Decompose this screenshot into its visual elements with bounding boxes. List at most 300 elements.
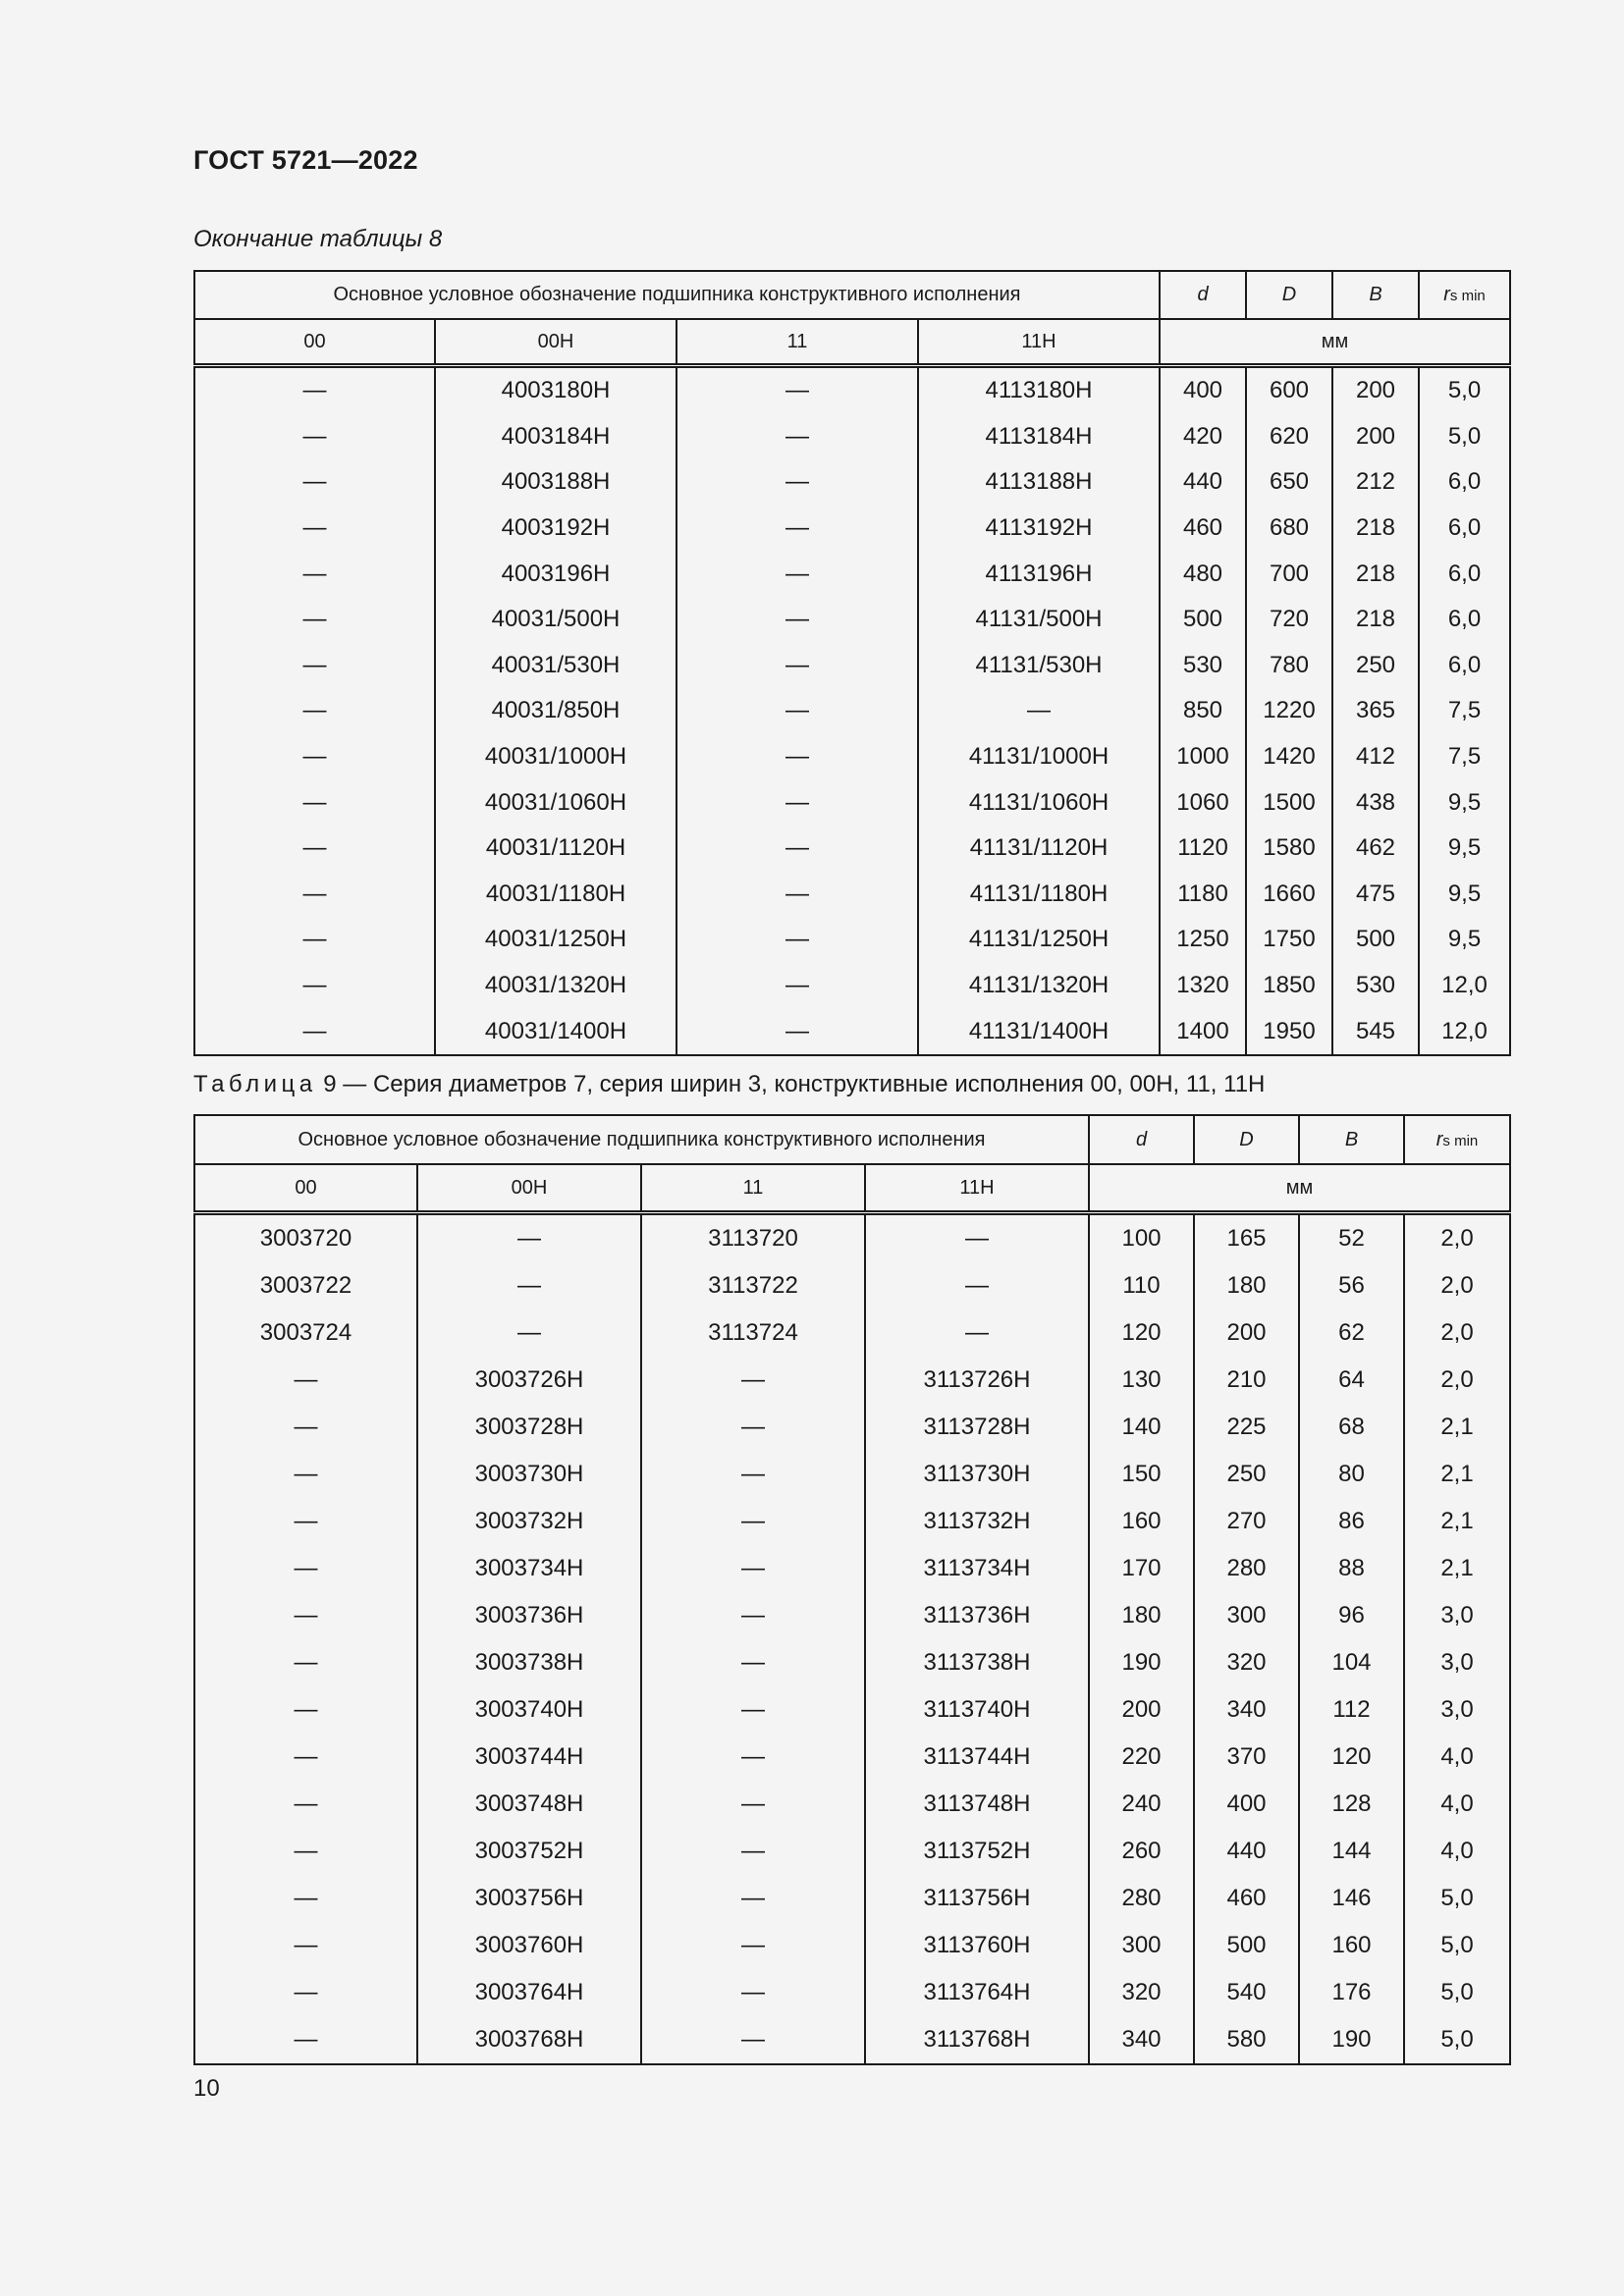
table-cell: 3003726Н [417,1357,641,1404]
table-cell: — [641,1639,865,1686]
table-cell: — [918,688,1160,734]
table-cell: — [194,1875,417,1922]
table-cell: 3003752Н [417,1828,641,1875]
table-cell: — [194,1969,417,2016]
table-cell: 6,0 [1419,459,1510,506]
table-cell: 9,5 [1419,872,1510,918]
table-cell: 5,0 [1419,366,1510,414]
table-row [194,1213,1510,1263]
table-cell: 7,5 [1419,734,1510,780]
table-cell: 110 [1089,1262,1194,1309]
table-cell: 3003744Н [417,1734,641,1781]
table-cell: 300 [1089,1922,1194,1969]
table-cell: 340 [1194,1686,1299,1734]
table-cell: 620 [1246,414,1332,460]
table-cell: — [677,734,918,780]
table-cell: 3003732Н [417,1498,641,1545]
table-cell: 190 [1299,2016,1404,2064]
table-cell: 460 [1194,1875,1299,1922]
table-cell: 40031/1060Н [435,779,677,826]
table-cell: — [677,779,918,826]
table-cell: 88 [1299,1545,1404,1592]
table-cell: 5,0 [1419,414,1510,460]
table-cell: 140 [1089,1404,1194,1451]
table-cell: 3003736Н [417,1592,641,1639]
table-cell: 4,0 [1404,1781,1510,1828]
col-r-header [1404,1115,1510,1164]
table-cell: 850 [1160,688,1246,734]
variant-header-11n: 11Н [918,319,1160,366]
col-B-header: B [1332,271,1419,319]
table-cell: — [194,872,435,918]
table-8 [193,270,1511,1056]
table-cell: 3113744Н [865,1734,1089,1781]
table-cell: 3003748Н [417,1781,641,1828]
table-row [194,826,1510,872]
table-cell: 460 [1160,506,1246,552]
table-cell: 52 [1299,1213,1404,1263]
table9-body [194,1213,1510,2065]
variant-header-11: 11 [677,319,918,366]
table-cell: 112 [1299,1686,1404,1734]
table-cell: 2,0 [1404,1309,1510,1357]
table-cell: — [677,366,918,414]
variant-header-00n: 00Н [435,319,677,366]
table-cell: 41131/500Н [918,597,1160,643]
table-cell: 41131/1180Н [918,872,1160,918]
table-cell: 3113724 [641,1309,865,1357]
table-cell: 440 [1160,459,1246,506]
r-subscript: s min [1449,288,1486,304]
table-cell: — [194,366,435,414]
table-cell: — [865,1213,1089,1263]
table-cell: — [641,1969,865,2016]
table-row [194,643,1510,689]
table-cell: 40031/1250Н [435,917,677,963]
table-cell: — [641,1592,865,1639]
table-cell: 62 [1299,1309,1404,1357]
table-cell: — [194,1498,417,1545]
table-cell: 180 [1194,1262,1299,1309]
table8-body [194,366,1510,1055]
table-cell: 3003734Н [417,1545,641,1592]
table-cell: 4003188Н [435,459,677,506]
table-cell: — [641,1781,865,1828]
table-cell: 3,0 [1404,1592,1510,1639]
table-cell: 3003764Н [417,1969,641,2016]
table9-caption-word: Таблица [193,1071,317,1097]
table-row [194,1545,1510,1592]
table-cell: 200 [1194,1309,1299,1357]
table-cell: 40031/500Н [435,597,677,643]
document-header: ГОСТ 5721—2022 [193,145,418,175]
table-cell: 650 [1246,459,1332,506]
table-cell: 9,5 [1419,826,1510,872]
table-cell: 480 [1160,551,1246,597]
table-cell: 4113196Н [918,551,1160,597]
table-cell: 420 [1160,414,1246,460]
table-cell: 2,0 [1404,1213,1510,1263]
table-cell: 545 [1332,1008,1419,1055]
table-cell: 150 [1089,1451,1194,1498]
col-d-header: d [1089,1115,1194,1164]
table-cell: 12,0 [1419,1008,1510,1055]
table-cell: 200 [1332,414,1419,460]
table-cell: 530 [1160,643,1246,689]
table-cell: 3113760Н [865,1922,1089,1969]
table-row [194,1734,1510,1781]
table-cell: — [641,2016,865,2064]
table-row [194,1969,1510,2016]
table-cell: 3003728Н [417,1404,641,1451]
table-cell: 462 [1332,826,1419,872]
table-cell: 4113188Н [918,459,1160,506]
table-cell: 80 [1299,1451,1404,1498]
table-cell: 3113734Н [865,1545,1089,1592]
table-row [194,1592,1510,1639]
table-cell: 9,5 [1419,917,1510,963]
table-cell: 3003724 [194,1309,417,1357]
table-cell: — [194,643,435,689]
table-cell: 3003738Н [417,1639,641,1686]
table-cell: 3113732Н [865,1498,1089,1545]
table-cell: — [677,826,918,872]
table-cell: 3003760Н [417,1922,641,1969]
table-cell: 100 [1089,1213,1194,1263]
table-cell: 4113180Н [918,366,1160,414]
table-cell: 500 [1194,1922,1299,1969]
table-row [194,2016,1510,2064]
table-cell: 200 [1332,366,1419,414]
table-cell: 530 [1332,963,1419,1009]
table-cell: 3003740Н [417,1686,641,1734]
table-cell: — [677,688,918,734]
table-cell: — [194,1008,435,1055]
table-cell: 280 [1194,1545,1299,1592]
table-cell: 320 [1089,1969,1194,2016]
table-cell: 40031/1180Н [435,872,677,918]
table-cell: 3113728Н [865,1404,1089,1451]
table-cell: 160 [1089,1498,1194,1545]
table-cell: 170 [1089,1545,1194,1592]
table-cell: 41131/1060Н [918,779,1160,826]
table-cell: 218 [1332,597,1419,643]
table-row [194,1309,1510,1357]
table-cell: 270 [1194,1498,1299,1545]
table-cell: 250 [1332,643,1419,689]
variant-header-11n: 11Н [865,1164,1089,1213]
table-row [194,1498,1510,1545]
table-cell: — [194,963,435,1009]
table-cell: — [194,826,435,872]
table-row [194,734,1510,780]
table-cell: — [194,1404,417,1451]
table-cell: 3113730Н [865,1451,1089,1498]
table-cell: — [641,1828,865,1875]
table-cell: 370 [1194,1734,1299,1781]
table-cell: 3113722 [641,1262,865,1309]
table-cell: 4,0 [1404,1828,1510,1875]
table-cell: 165 [1194,1213,1299,1263]
table-row [194,1828,1510,1875]
table-cell: 2,0 [1404,1357,1510,1404]
table-cell: — [194,1828,417,1875]
table-cell: 5,0 [1404,1875,1510,1922]
table-cell: 4003184Н [435,414,677,460]
table-cell: 3113764Н [865,1969,1089,2016]
table-cell: 210 [1194,1357,1299,1404]
table-cell: 225 [1194,1404,1299,1451]
table-cell: 3113738Н [865,1639,1089,1686]
table-cell: — [641,1451,865,1498]
table-cell: — [677,597,918,643]
table-cell: 40031/1320Н [435,963,677,1009]
table-cell: 4003192Н [435,506,677,552]
table-cell: 500 [1160,597,1246,643]
variant-header-00n: 00Н [417,1164,641,1213]
table-cell: 440 [1194,1828,1299,1875]
table-cell: — [641,1357,865,1404]
table-cell: 2,1 [1404,1451,1510,1498]
table-cell: — [677,414,918,460]
table-cell: 220 [1089,1734,1194,1781]
table-cell: 365 [1332,688,1419,734]
table-row [194,917,1510,963]
table-cell: 190 [1089,1639,1194,1686]
table-cell: 96 [1299,1592,1404,1639]
table-cell: — [677,551,918,597]
table-row [194,1639,1510,1686]
table-cell: 41131/530Н [918,643,1160,689]
table-cell: 160 [1299,1922,1404,1969]
table-cell: 2,1 [1404,1404,1510,1451]
table-cell: 300 [1194,1592,1299,1639]
table-row [194,1008,1510,1055]
table-cell: — [194,917,435,963]
col-D-header: D [1246,271,1332,319]
table-cell: 5,0 [1404,1969,1510,2016]
units-header: мм [1160,319,1510,366]
table-cell: 600 [1246,366,1332,414]
table9-caption-text: 9 — Серия диаметров 7, серия ширин 3, конструктивные исполнения 00, 00Н, 11, 11Н [323,1071,1266,1097]
table-row [194,1404,1510,1451]
table-cell: 1400 [1160,1008,1246,1055]
table-cell: 1120 [1160,826,1246,872]
table-cell: 40031/1120Н [435,826,677,872]
table-cell: 475 [1332,872,1419,918]
table-cell: 200 [1089,1686,1194,1734]
table-cell: 280 [1089,1875,1194,1922]
variant-header-00: 00 [194,1164,417,1213]
table-cell: 4113192Н [918,506,1160,552]
table-row [194,1451,1510,1498]
table-cell: 41131/1400Н [918,1008,1160,1055]
table-row [194,779,1510,826]
table-row [194,1686,1510,1734]
table-cell: 1250 [1160,917,1246,963]
table-cell: 104 [1299,1639,1404,1686]
table-cell: — [194,2016,417,2064]
table-cell: 412 [1332,734,1419,780]
col-r-header [1419,271,1510,319]
table-cell: 6,0 [1419,506,1510,552]
table-cell: 438 [1332,779,1419,826]
designation-header: Основное условное обозначение подшипника конструктивного исполнения [194,1115,1089,1164]
table-cell: — [194,414,435,460]
table-cell: 68 [1299,1404,1404,1451]
table-cell: 1000 [1160,734,1246,780]
table-cell: 1220 [1246,688,1332,734]
table-cell: — [194,688,435,734]
table-cell: 3113748Н [865,1781,1089,1828]
table-row [194,1357,1510,1404]
table-cell: — [194,779,435,826]
table-cell: — [865,1262,1089,1309]
table-row [194,414,1510,460]
table-cell: 40031/1400Н [435,1008,677,1055]
table-cell: 212 [1332,459,1419,506]
col-B-header: B [1299,1115,1404,1164]
table-cell: — [194,1592,417,1639]
table-cell: — [417,1262,641,1309]
table-cell: 3113740Н [865,1686,1089,1734]
table-cell: 5,0 [1404,2016,1510,2064]
table-cell: 7,5 [1419,688,1510,734]
table-cell: — [865,1309,1089,1357]
table-cell: 40031/850Н [435,688,677,734]
units-header: мм [1089,1164,1510,1213]
table-cell: 340 [1089,2016,1194,2064]
table-row [194,551,1510,597]
table-cell: 250 [1194,1451,1299,1498]
col-d-header: d [1160,271,1246,319]
table-cell: 86 [1299,1498,1404,1545]
table-cell: 5,0 [1404,1922,1510,1969]
table-cell: — [677,872,918,918]
table-row [194,459,1510,506]
table-cell: 700 [1246,551,1332,597]
table-cell: — [417,1213,641,1263]
table-cell: 218 [1332,506,1419,552]
table-cell: — [417,1309,641,1357]
table-row [194,366,1510,414]
table-cell: — [194,459,435,506]
table-cell: 6,0 [1419,597,1510,643]
table-cell: — [194,1686,417,1734]
table-cell: 3003720 [194,1213,417,1263]
table-cell: — [677,459,918,506]
table-cell: 400 [1160,366,1246,414]
table-cell: 41131/1250Н [918,917,1160,963]
table-cell: — [641,1404,865,1451]
table-cell: 64 [1299,1357,1404,1404]
table-cell: — [641,1498,865,1545]
table-cell: — [677,1008,918,1055]
table-cell: 4003196Н [435,551,677,597]
table-cell: 4,0 [1404,1734,1510,1781]
table-cell: 1060 [1160,779,1246,826]
table-cell: 3003768Н [417,2016,641,2064]
table-cell: 120 [1299,1734,1404,1781]
table-cell: 1580 [1246,826,1332,872]
table-cell: 1950 [1246,1008,1332,1055]
table-cell: 3113756Н [865,1875,1089,1922]
table-row [194,872,1510,918]
table-cell: 3113720 [641,1213,865,1263]
table-cell: 1420 [1246,734,1332,780]
table-cell: 4113184Н [918,414,1160,460]
col-D-header: D [1194,1115,1299,1164]
table-cell: 2,1 [1404,1498,1510,1545]
table-cell: 56 [1299,1262,1404,1309]
table-cell: 41131/1320Н [918,963,1160,1009]
table-cell: 40031/530Н [435,643,677,689]
table-cell: 780 [1246,643,1332,689]
table-cell: 3113752Н [865,1828,1089,1875]
table8-continuation-caption: Окончание таблицы 8 [193,226,443,252]
table-row [194,688,1510,734]
table-row [194,963,1510,1009]
table-cell: — [194,1734,417,1781]
table-cell: — [194,1357,417,1404]
table-cell: 400 [1194,1781,1299,1828]
table-cell: 720 [1246,597,1332,643]
table-cell: — [194,506,435,552]
table-cell: 6,0 [1419,643,1510,689]
table-cell: 3003756Н [417,1875,641,1922]
table-cell: 3,0 [1404,1639,1510,1686]
table-cell: 9,5 [1419,779,1510,826]
table-cell: 580 [1194,2016,1299,2064]
table-cell: — [677,506,918,552]
table-cell: 2,0 [1404,1262,1510,1309]
table-cell: 120 [1089,1309,1194,1357]
table-cell: — [194,1922,417,1969]
table-cell: 3003722 [194,1262,417,1309]
table-cell: 680 [1246,506,1332,552]
table-cell: 6,0 [1419,551,1510,597]
table-row [194,1875,1510,1922]
table-cell: 1500 [1246,779,1332,826]
table-cell: 1320 [1160,963,1246,1009]
table-cell: 1660 [1246,872,1332,918]
table-cell: 3113768Н [865,2016,1089,2064]
r-symbol: r [1435,1128,1443,1150]
r-subscript: s min [1442,1132,1479,1149]
table-cell: 320 [1194,1639,1299,1686]
table-cell: 41131/1000Н [918,734,1160,780]
table-cell: 3003730Н [417,1451,641,1498]
table-cell: — [194,1639,417,1686]
table-row [194,1262,1510,1309]
table-cell: — [194,1545,417,1592]
table-cell: 218 [1332,551,1419,597]
table-cell: — [194,1451,417,1498]
table-cell: 1750 [1246,917,1332,963]
table-cell: — [677,963,918,1009]
table-cell: — [194,1781,417,1828]
table-cell: — [194,597,435,643]
designation-header: Основное условное обозначение подшипника конструктивного исполнения [194,271,1160,319]
table-cell: 1180 [1160,872,1246,918]
table-cell: 1850 [1246,963,1332,1009]
table-cell: 12,0 [1419,963,1510,1009]
table-cell: 144 [1299,1828,1404,1875]
table-cell: 3113726Н [865,1357,1089,1404]
table-cell: 40031/1000Н [435,734,677,780]
table-row [194,1922,1510,1969]
table-cell: 260 [1089,1828,1194,1875]
